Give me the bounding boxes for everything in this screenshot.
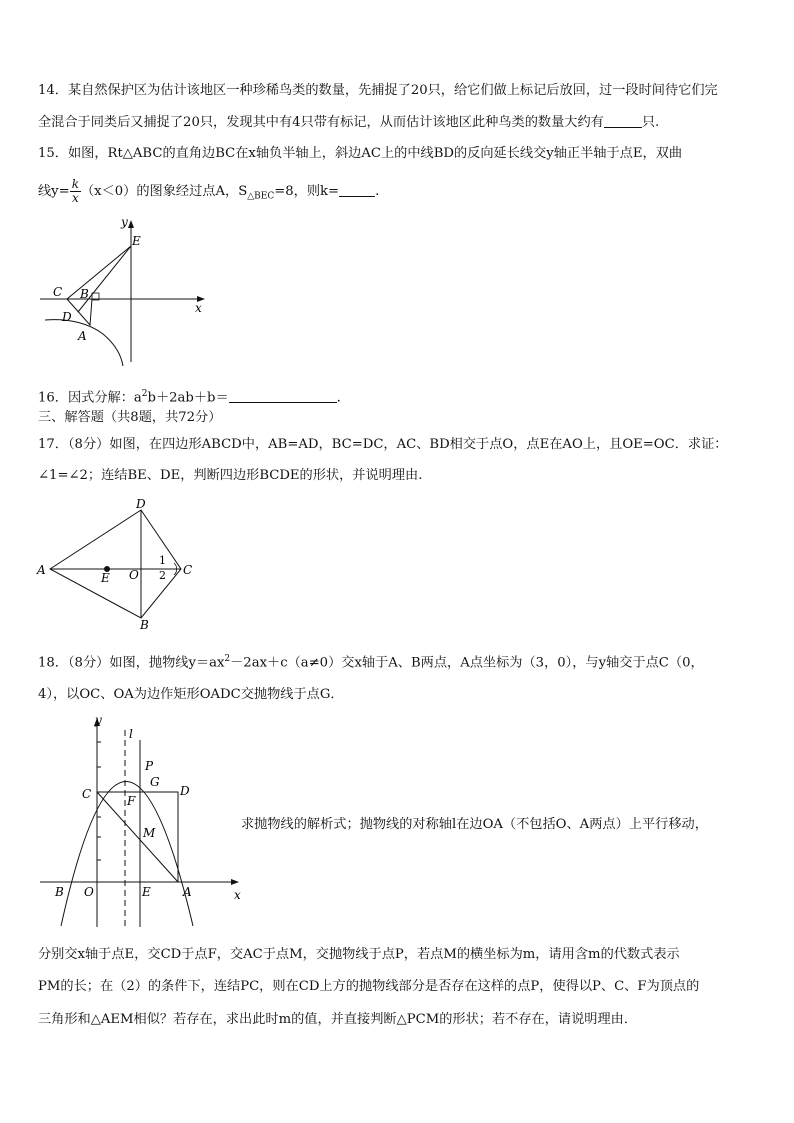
q15-answer-blank[interactable] <box>339 183 375 197</box>
q17-label-2: 2 <box>159 569 166 582</box>
q15-line2-end: . <box>375 184 380 199</box>
q17-label-c: C <box>183 563 193 577</box>
q15-frac-num: k <box>71 177 79 191</box>
q17-label-o: O <box>129 568 139 582</box>
q17-line1: 17．（8分）如图，在四边形ABCD中，AB=AD，BC=DC，AC、BD相交于点O，点E在AO上，且OE=OC．求证： <box>38 437 728 452</box>
q16-answer-blank[interactable] <box>229 389 337 403</box>
q18-figure <box>35 712 245 930</box>
q18-label-g: G <box>150 775 160 789</box>
q15-y-arrow <box>128 220 134 228</box>
q15-frac-den: x <box>71 191 79 205</box>
q18-line1-a: 18．（8分）如图，抛物线y＝ax <box>38 655 225 671</box>
q15-figure <box>35 212 210 372</box>
q15-label-a: A <box>78 329 87 343</box>
q16-prefix: 16．因式分解：a <box>38 390 142 406</box>
q17-figure <box>35 496 205 632</box>
q15-label-y: y <box>121 215 128 229</box>
q15-line2-sub: △BEC <box>247 191 275 202</box>
q15-fraction <box>70 178 81 205</box>
section-heading: 三、解答题（共8题，共72分） <box>38 410 222 425</box>
q18-label-f: F <box>127 794 136 808</box>
q16-line <box>38 385 341 407</box>
q18-line4: PM的长；在（2）的条件下，连结PC，则在CD上方的抛物线部分是否存在这样的点P，使得以P、C、F为顶点的 <box>38 979 700 994</box>
q15-line1: 15．如图，Rt△ABC的直角边BC在x轴负半轴上，斜边AC上的中线BD的反向延长线交y轴正半轴于点E，双曲 <box>38 146 683 161</box>
q18-label-o: O <box>84 885 94 899</box>
q18-line-ac <box>97 792 178 882</box>
q17-label-e: E <box>101 571 110 585</box>
q18-label-e: E <box>142 885 151 899</box>
q18-side-text: 求抛物线的解析式；抛物线的对称轴l在边OA（不包括O、A两点）上平行移动， <box>241 817 708 832</box>
q14-line2-suffix: 只. <box>641 115 660 130</box>
q15-line2-prefix: 线y= <box>38 184 70 199</box>
q18-line1-sup: 2 <box>224 654 231 664</box>
q18-y-ticks <box>97 742 101 860</box>
q18-label-p: P <box>145 759 154 773</box>
q18-label-x: x <box>234 888 241 902</box>
q18-label-m: M <box>143 826 156 840</box>
q14-line2 <box>38 114 659 132</box>
q18-label-a: A <box>183 885 192 899</box>
q16-sup: 2 <box>141 389 148 399</box>
q15-line-de <box>78 246 131 312</box>
q18-label-y: y <box>95 713 102 727</box>
q18-x-arrow <box>231 879 239 885</box>
q18-line1-b: －2ax＋c（a≠0）交x轴于A、B两点，A点坐标为（3，0），与y轴交于点C（0， <box>230 655 704 671</box>
q17-line2: ∠1=∠2；连结BE、DE，判断四边形BCDE的形状，并说明理由. <box>38 468 423 483</box>
q18-label-l: l <box>129 727 133 741</box>
q16-rest: b＋2ab＋b＝ <box>147 390 229 406</box>
q15-label-c: C <box>53 285 63 299</box>
q18-label-d: D <box>180 784 190 798</box>
q14-line1: 14．某自然保护区为估计该地区一种珍稀鸟类的数量，先捕捉了20只，给它们做上标记后放回，过一段时间待它们完 <box>38 83 718 98</box>
q18-label-c: C <box>82 787 92 801</box>
q17-label-a: A <box>37 563 46 577</box>
q15-line2-mid: （x＜0）的图象经过点A，S <box>80 184 248 199</box>
q18-line1 <box>38 650 704 672</box>
q17-label-d: D <box>136 497 146 511</box>
q17-label-1: 1 <box>159 554 166 567</box>
q18-line5: 三角形和△AEM相似？若存在，求出此时m的值，并直接判断△PCM的形状；若不存在，请说明理由． <box>38 1012 638 1027</box>
q14-line2-text: 全混合于同类后又捕捉了20只，发现其中有4只带有标记，从而估计该地区此种鸟类的数量大约有 <box>38 115 604 130</box>
q15-label-x: x <box>195 301 202 315</box>
q15-label-e: E <box>132 234 141 248</box>
q17-label-b: B <box>140 618 149 632</box>
q18-line2: 4），以OC、OA为边作矩形OADC交抛物线于点G． <box>38 687 344 702</box>
q18-line3: 分别交x轴于点E，交CD于点F，交AC于点M，交抛物线于点P，若点M的横坐标为m，请用含m的代数式表示 <box>38 947 680 962</box>
q15-line-ce <box>67 246 131 299</box>
q16-end: . <box>336 390 341 406</box>
q15-label-d: D <box>62 310 72 324</box>
q14-answer-blank[interactable] <box>604 114 642 128</box>
q15-label-b: B <box>80 287 89 301</box>
q15-line2 <box>38 176 379 208</box>
q15-line2-suffix: =8，则k= <box>274 184 340 199</box>
q18-label-b: B <box>55 885 64 899</box>
